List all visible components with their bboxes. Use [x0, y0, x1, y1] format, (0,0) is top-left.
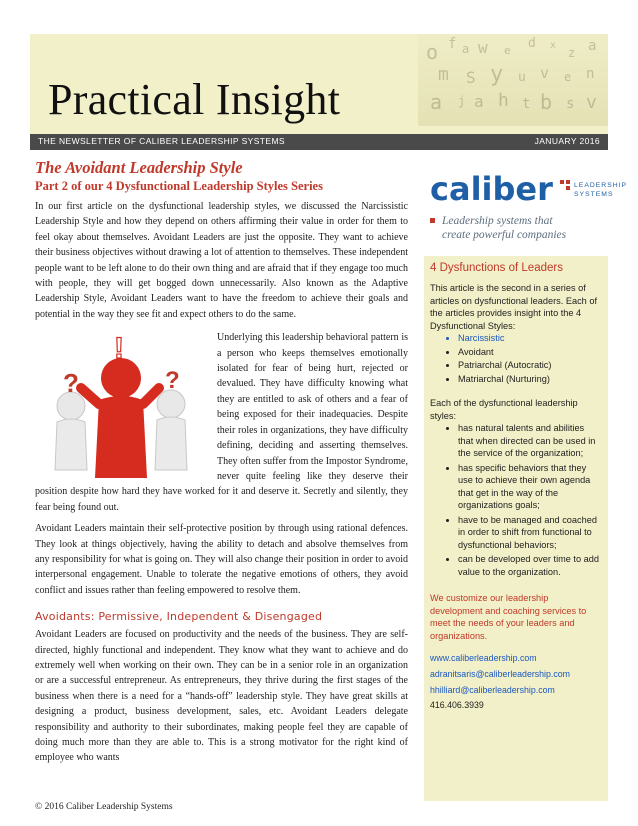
article-paragraph: Avoidant Leaders maintain their self-protective position by through using rational defences. They look at things objectively, having the ability to detach and absolve themselves from any responsibility for what is going on. They will also change their position in order to avoid interpersonal engagement. Unable to tolerate the negative emotions of others, they avoid conflict and issues rather than feeling empowered to resolve them. — [35, 523, 408, 596]
sidebar-heading: 4 Dysfunctions of Leaders — [430, 262, 563, 274]
phone-number: 416.406.3939 — [430, 700, 484, 710]
trait-item: • have to be managed and coached in order to shift from functional to dysfunctional behaviors; — [458, 514, 602, 552]
newsletter-title: Practical Insight — [48, 75, 341, 124]
trait-item: • has natural talents and abilities that when directed can be used in the service of the organization; — [458, 422, 602, 460]
style-item-patriarchal: • Patriarchal (Autocratic) — [458, 359, 602, 372]
newsletter-label: THE NEWSLETTER OF CALIBER LEADERSHIP SYSTEMS — [38, 136, 285, 146]
footer-copyright: © 2016 Caliber Leadership Systems — [35, 802, 173, 812]
sidebar-call-to-action: We customize our leadership development and coaching services to meet the needs of your leaders and organizations. — [430, 593, 587, 641]
style-item-matriarchal: • Matriarchal (Nurturing) — [458, 373, 602, 386]
caliber-logo-graphic — [428, 168, 628, 248]
article-paragraph: Avoidant Leaders are focused on productivity and the needs of the business. They are self-directed, highly functional and independent. They know what they want to achieve and do extremely well when working on their own. They can be in a senior role in an organization or are a successful entrepreneur. As entrepreneurs, they thrive during the first stages of the business when there is a need for a “hands-off” leadership style. They have great skills at designing a product, business development, sales, etc. Avoidant Leaders delegate responsibility and authority to their subordinates, making people feel they are capable of doing much more than they are able to. This is a strong motivator for the right kind of employee who wants — [35, 629, 408, 764]
trait-item: • has specific behaviors that they use to achieve their own agenda that get in the way of the organizations goals; — [458, 462, 602, 512]
sidebar-intro: This article is the second in a series of articles on dysfunctional leaders. Each of the articles provides insight into the 4 Dysfunctional Styles: — [430, 283, 597, 331]
people-with-question-marks-image — [35, 330, 207, 480]
style-item-narcissistic-link[interactable]: • Narcissistic — [458, 332, 602, 345]
svg-text:?: ? — [63, 368, 79, 399]
article-subtitle: Part 2 of our 4 Dysfunctional Leadership Styles Series — [35, 179, 323, 193]
issue-date: JANUARY 2016 — [534, 136, 600, 146]
caliber-logo — [428, 168, 628, 248]
article — [35, 158, 408, 766]
leadership-styles-traits-list — [430, 422, 602, 578]
article-paragraph: In our first article on the dysfunctional leadership styles, we discussed the Narcissistic Leadership Style and how they depend on others affirming their value in order for them to feel okay about themselves. Avoidant Leaders are just the opposite. They want to achieve their business objectives without drawing a lot of attention to themselves. These independent people want to be left alone to do their own thing and are afraid that if they engage too much with people, they will get bogged down unnecessarily. Also known as the Adaptive Leadership Style, Avoidant Leaders want to have the freedom to achieve their goals and potential in the way they see fit and expect others to do the same. — [35, 201, 408, 320]
logo-suffix-systems: SYSTEMS — [574, 191, 614, 198]
masthead-letter-art: o f a w e d x z a m S y u v e n a j a h t b s v — [418, 34, 608, 126]
article-title: The Avoidant Leadership Style — [35, 158, 243, 177]
article-paragraph: Underlying this leadership behavioral pattern is a person who keeps themselves emotionally isolated for fear of being hurt, rejected or devalued. They have difficulty knowing what they are entitled to ask of others and a fear of being exposed for their inadequacies. Despite their roles in organizations, they have difficulty defining, deciding and asserting themselves. They often suffer from the Impostor Syndrome, never quite feeling like they deserve their position despite how hard they have worked for it and deserve it. Secretly and silently, they fear being found out. — [35, 332, 408, 513]
question-figures-illustration — [35, 330, 207, 480]
email-link-1[interactable]: adranitsaris@caliberleadership.com — [430, 669, 570, 679]
trait-item: • can be developed over time to add value to the organization. — [458, 553, 602, 578]
logo-tagline-line1: Leadership systems that — [442, 215, 553, 227]
masthead-info-bar — [30, 134, 608, 150]
sidebar — [424, 256, 608, 801]
dysfunctional-styles-list — [430, 332, 602, 385]
style-item-avoidant: • Avoidant — [458, 346, 602, 359]
section-heading: Avoidants: Permissive, Independent & Disengaged — [35, 610, 323, 624]
email-link-2[interactable]: hhilliard@caliberleadership.com — [430, 685, 555, 695]
logo-brand-text: caliber — [430, 170, 553, 208]
article-paragraph-with-figure — [35, 330, 408, 515]
logo-suffix-leadership: LEADERSHIP — [574, 182, 628, 189]
svg-text:!: ! — [114, 332, 124, 366]
masthead — [30, 34, 608, 134]
sidebar-benefits-intro: Each of the dysfunctional leadership styles: — [430, 398, 578, 421]
contact-info — [430, 652, 602, 712]
logo-tagline-line2: create powerful companies — [442, 229, 567, 241]
svg-text:?: ? — [165, 367, 180, 395]
website-link[interactable]: www.caliberleadership.com — [430, 653, 537, 663]
